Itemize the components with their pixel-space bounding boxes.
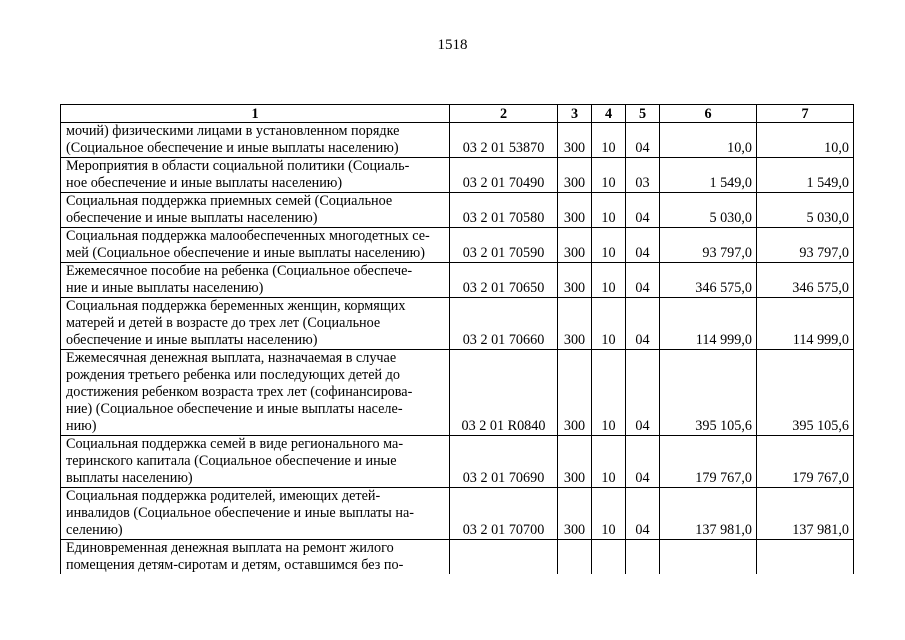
expense-type: 300: [558, 298, 592, 350]
description-line: Социальная поддержка малообеспеченных многодетных се-: [66, 228, 430, 244]
amount-col-6: 114 999,0: [660, 298, 757, 350]
row-description: [61, 488, 450, 540]
amount-col-7: 1 549,0: [757, 158, 854, 193]
description-line: (Социальное обеспечение и иные выплаты населению): [66, 140, 399, 156]
amount-col-7: 346 575,0: [757, 263, 854, 298]
budget-code: 03 2 01 70580: [450, 193, 558, 228]
table-body: [61, 123, 854, 575]
expense-type: 300: [558, 228, 592, 263]
table-row: [61, 488, 854, 540]
page-number: 1518: [437, 37, 468, 53]
row-description: [61, 350, 450, 436]
description-line: ние и иные выплаты населению): [66, 280, 264, 296]
expense-type: 300: [558, 193, 592, 228]
section: 10: [592, 158, 626, 193]
table-row: [61, 123, 854, 158]
table-header-row: [61, 105, 854, 123]
expense-type: 300: [558, 436, 592, 488]
expense-type: 300: [558, 263, 592, 298]
section: 10: [592, 298, 626, 350]
budget-code: 03 2 01 70490: [450, 158, 558, 193]
amount-col-6: 137 981,0: [660, 488, 757, 540]
section: 10: [592, 263, 626, 298]
budget-code: 03 2 01 70660: [450, 298, 558, 350]
row-description: [61, 193, 450, 228]
description-line: селению): [66, 522, 123, 538]
column-header-4: 4: [592, 105, 626, 123]
amount-col-7: 93 797,0: [757, 228, 854, 263]
column-header-3: 3: [558, 105, 592, 123]
subsection: 04: [626, 298, 660, 350]
expense-type: 300: [558, 488, 592, 540]
subsection: 04: [626, 123, 660, 158]
description-line: Ежемесячное пособие на ребенка (Социальное обеспече-: [66, 263, 413, 279]
expense-type: [558, 540, 592, 575]
section: 10: [592, 193, 626, 228]
section: 10: [592, 228, 626, 263]
amount-col-6: 179 767,0: [660, 436, 757, 488]
table-row: [61, 298, 854, 350]
section: 10: [592, 436, 626, 488]
section: 10: [592, 123, 626, 158]
budget-code: 03 2 01 70700: [450, 488, 558, 540]
amount-col-7: [757, 540, 854, 575]
amount-col-6: 93 797,0: [660, 228, 757, 263]
description-line: обеспечение и иные выплаты населению): [66, 332, 318, 348]
table-row: [61, 350, 854, 436]
amount-col-7: 179 767,0: [757, 436, 854, 488]
amount-col-7: 137 981,0: [757, 488, 854, 540]
budget-code: 03 2 01 70690: [450, 436, 558, 488]
row-description: [61, 158, 450, 193]
column-header-7: 7: [757, 105, 854, 123]
description-line: Социальная поддержка беременных женщин, кормящих: [66, 298, 406, 314]
row-description: [61, 540, 450, 575]
column-header-6: 6: [660, 105, 757, 123]
section: 10: [592, 488, 626, 540]
column-header-2: 2: [450, 105, 558, 123]
description-line: теринского капитала (Социальное обеспечение и иные: [66, 453, 397, 469]
amount-col-6: 346 575,0: [660, 263, 757, 298]
description-line: Ежемесячная денежная выплата, назначаемая в случае: [66, 350, 397, 366]
budget-code: 03 2 01 R0840: [450, 350, 558, 436]
table-row: [61, 228, 854, 263]
row-description: [61, 263, 450, 298]
description-line: достижения ребенком возраста трех лет (софинансирова-: [66, 384, 413, 400]
section: [592, 540, 626, 575]
description-line: Социальная поддержка родителей, имеющих детей-: [66, 488, 381, 504]
amount-col-7: 5 030,0: [757, 193, 854, 228]
column-header-1: 1: [61, 105, 450, 123]
description-line: Единовременная денежная выплата на ремонт жилого: [66, 540, 394, 556]
expense-type: 300: [558, 350, 592, 436]
description-line: мочий) физическими лицами в установленном порядке: [66, 123, 400, 139]
subsection: 04: [626, 228, 660, 263]
subsection: 04: [626, 193, 660, 228]
description-line: ние) (Социальное обеспечение и иные выплаты населе-: [66, 401, 403, 417]
table-row: [61, 158, 854, 193]
subsection: [626, 540, 660, 575]
description-line: выплаты населению): [66, 470, 193, 486]
description-line: ное обеспечение и иные выплаты населению): [66, 175, 343, 191]
description-line: обеспечение и иные выплаты населению): [66, 210, 318, 226]
subsection: 04: [626, 350, 660, 436]
description-line: рождения третьего ребенка или последующих детей до: [66, 367, 400, 383]
budget-table: [60, 104, 854, 574]
amount-col-7: 114 999,0: [757, 298, 854, 350]
column-header-5: 5: [626, 105, 660, 123]
description-line: Социальная поддержка приемных семей (Социальное: [66, 193, 393, 209]
description-line: Мероприятия в области социальной политики (Социаль-: [66, 158, 410, 174]
amount-col-7: 395 105,6: [757, 350, 854, 436]
expense-type: 300: [558, 123, 592, 158]
subsection: 04: [626, 488, 660, 540]
amount-col-6: 5 030,0: [660, 193, 757, 228]
row-description: [61, 123, 450, 158]
description-line: инвалидов (Социальное обеспечение и иные выплаты на-: [66, 505, 414, 521]
amount-col-6: 10,0: [660, 123, 757, 158]
amount-col-6: 1 549,0: [660, 158, 757, 193]
row-description: [61, 228, 450, 263]
row-description: [61, 298, 450, 350]
amount-col-6: 395 105,6: [660, 350, 757, 436]
amount-col-6: [660, 540, 757, 575]
amount-col-7: 10,0: [757, 123, 854, 158]
subsection: 04: [626, 263, 660, 298]
budget-code: 03 2 01 70590: [450, 228, 558, 263]
row-description: [61, 436, 450, 488]
description-line: мей (Социальное обеспечение и иные выплаты населению): [66, 245, 425, 261]
subsection: 03: [626, 158, 660, 193]
table-row: [61, 263, 854, 298]
table-row: [61, 436, 854, 488]
budget-code: 03 2 01 53870: [450, 123, 558, 158]
table-row: [61, 193, 854, 228]
description-line: нию): [66, 418, 97, 434]
budget-code: [450, 540, 558, 575]
description-line: Социальная поддержка семей в виде регионального ма-: [66, 436, 404, 452]
budget-code: 03 2 01 70650: [450, 263, 558, 298]
expense-type: 300: [558, 158, 592, 193]
description-line: помещения детям-сиротам и детям, оставшимся без по-: [66, 557, 404, 573]
section: 10: [592, 350, 626, 436]
description-line: матерей и детей в возрасте до трех лет (Социальное: [66, 315, 381, 331]
subsection: 04: [626, 436, 660, 488]
table-row: [61, 540, 854, 575]
